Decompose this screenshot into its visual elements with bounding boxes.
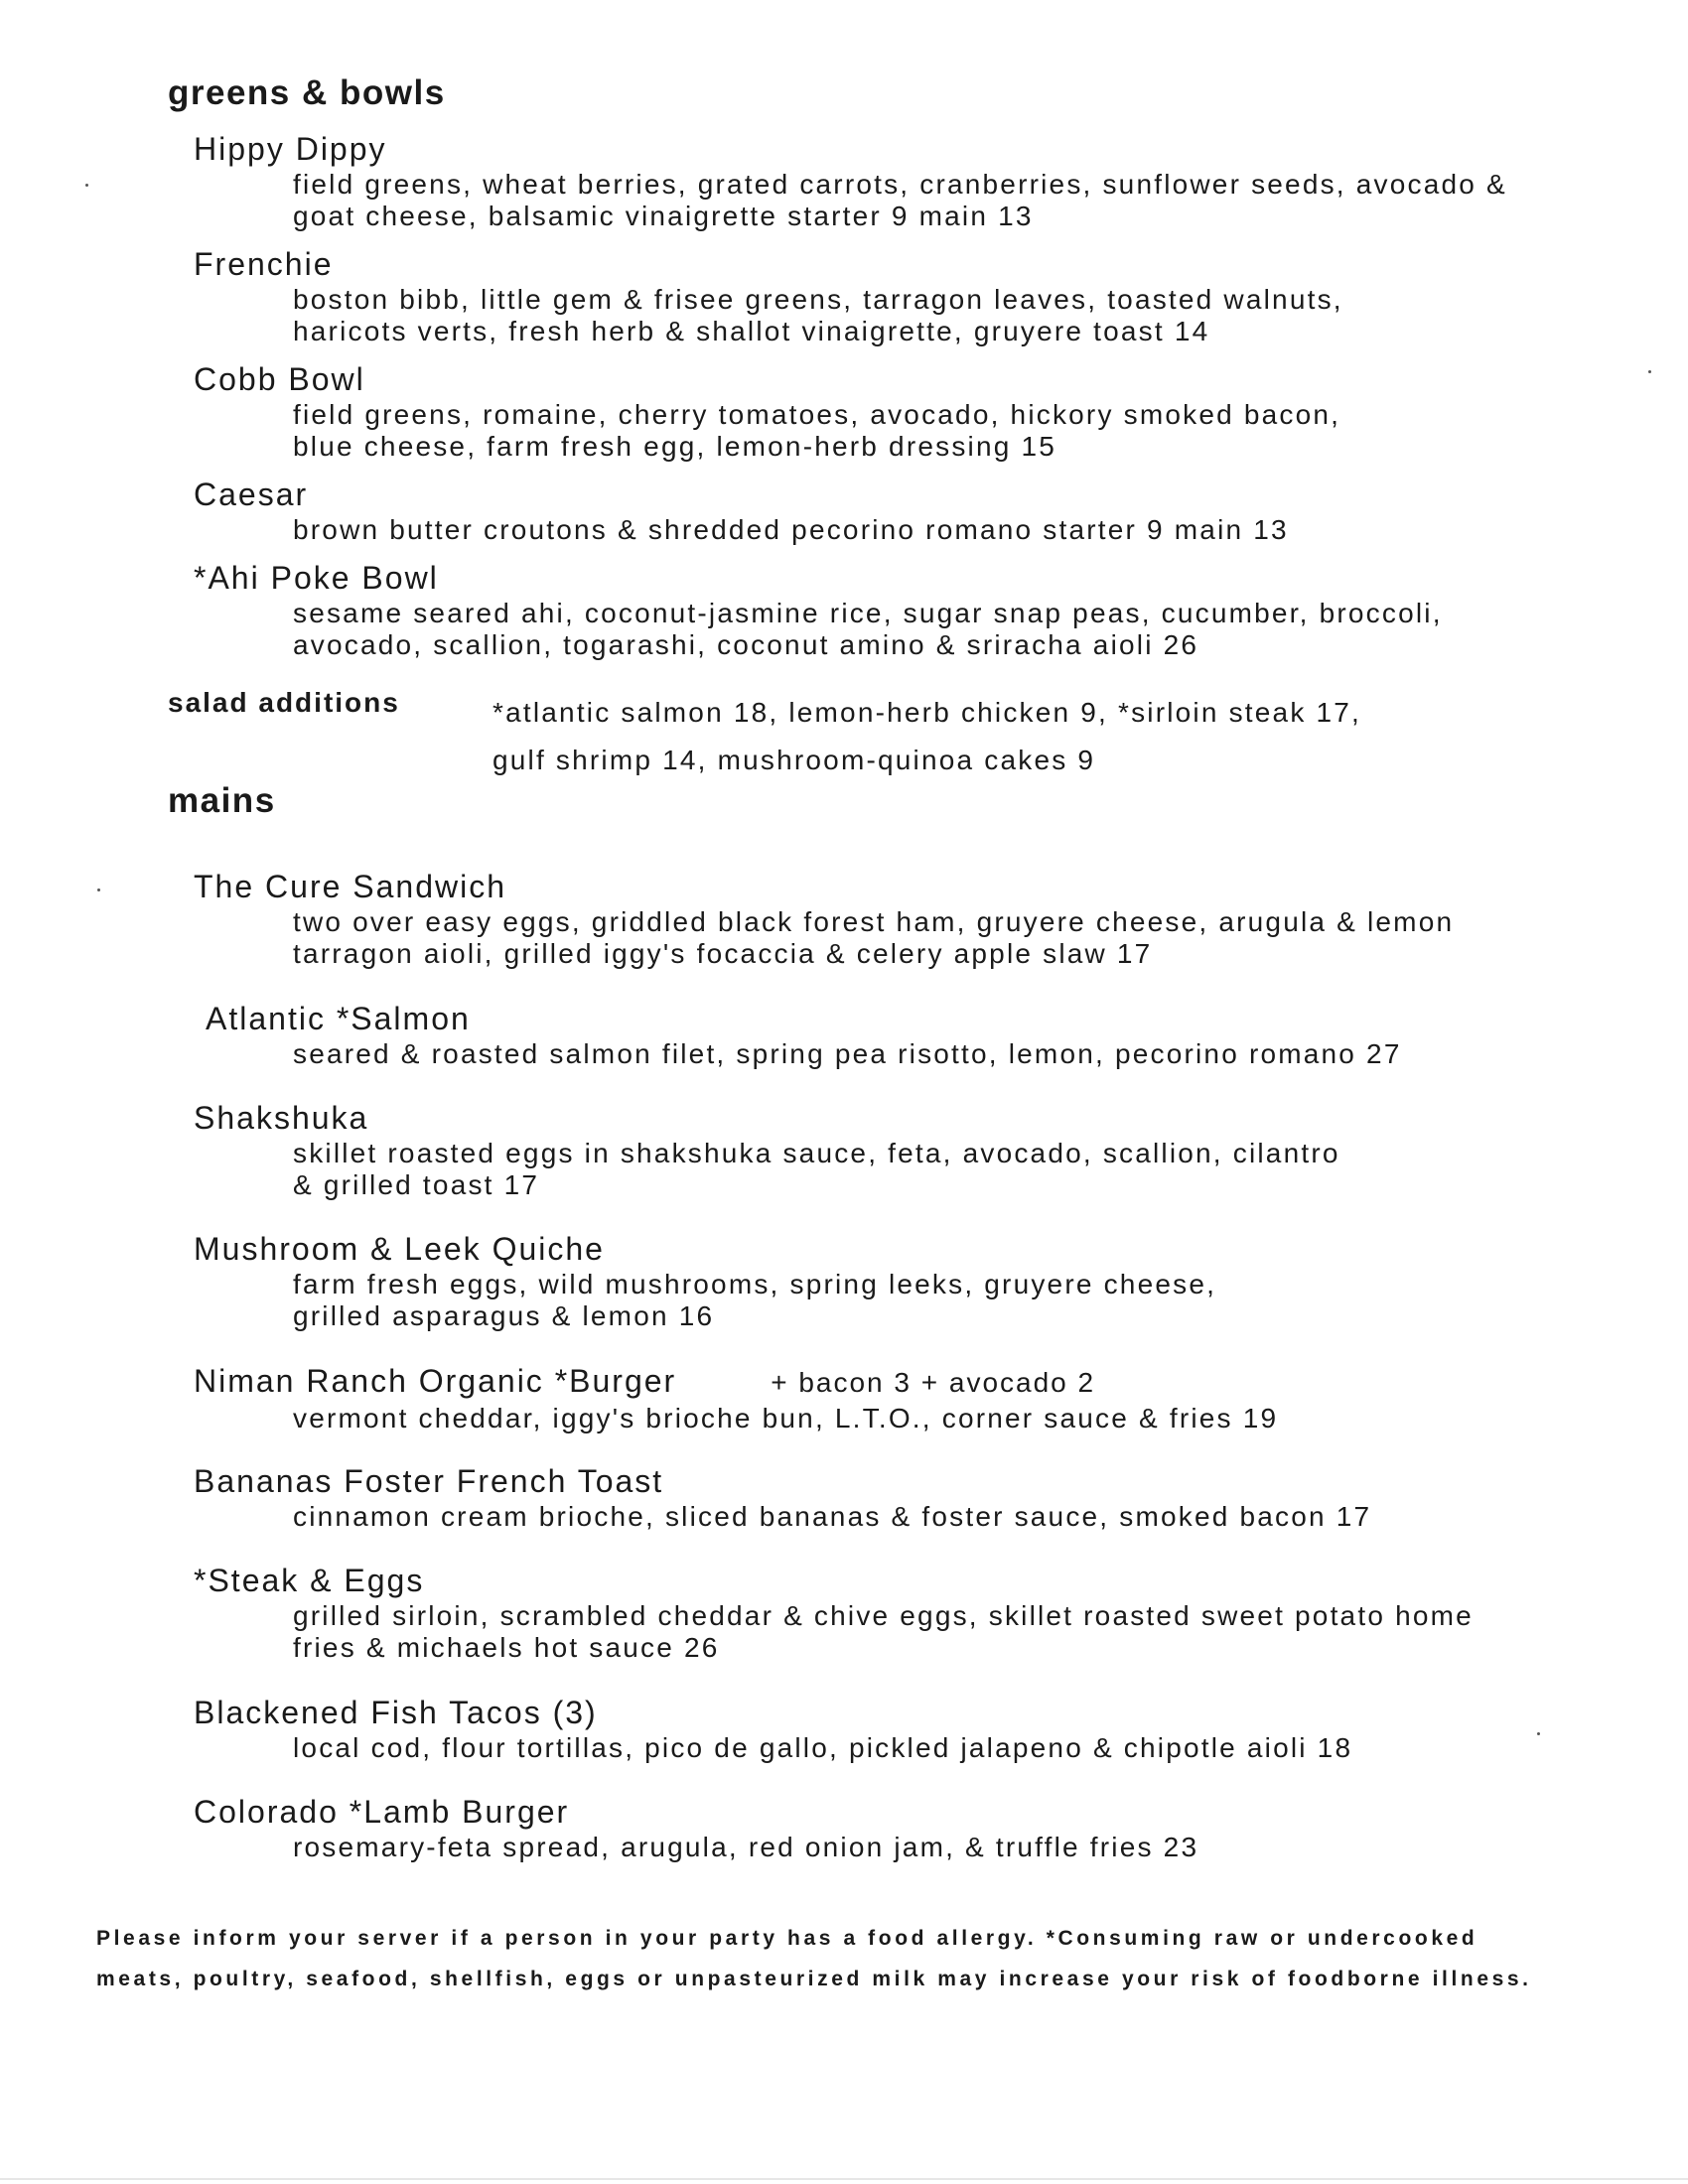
item-description: grilled sirloin, scrambled cheddar & chive eggs, skillet roasted sweet potato home fries & michaels hot sauce 26 (293, 1600, 1474, 1663)
item-name: Atlantic *Salmon (206, 1001, 471, 1036)
item-description: skillet roasted eggs in shakshuka sauce, feta, avocado, scallion, cilantro & grilled toast 17 (293, 1138, 1340, 1200)
item-name: The Cure Sandwich (194, 869, 507, 904)
scan-speck (85, 184, 88, 187)
item-name: Colorado *Lamb Burger (194, 1794, 570, 1830)
item-description: brown butter croutons & shredded pecorino romano starter 9 main 13 (293, 514, 1289, 545)
menu-item (194, 1361, 1623, 1434)
item-name: Shakshuka (194, 1100, 369, 1136)
section-title-greens-bowls: greens & bowls (168, 73, 446, 112)
item-description: field greens, romaine, cherry tomatoes, avocado, hickory smoked bacon, blue cheese, farm fresh egg, lemon-herb dressing 15 (293, 399, 1341, 462)
menu-item (194, 1792, 1623, 1863)
salad-additions-list: *atlantic salmon 18, lemon-herb chicken 9, *sirloin steak 17, gulf shrimp 14, mushroom-quinoa cakes 9 (492, 697, 1362, 775)
item-name: *Steak & Eggs (194, 1563, 425, 1598)
menu-item (194, 1229, 1623, 1332)
item-name: Mushroom & Leek Quiche (194, 1231, 605, 1267)
menu-item (194, 359, 1623, 463)
item-name-text: Niman Ranch Organic *Burger (194, 1363, 677, 1399)
item-name: Caesar (194, 477, 309, 512)
menu-item (194, 1461, 1623, 1533)
item-description: field greens, wheat berries, grated carrots, cranberries, sunflower seeds, avocado & goat cheese, balsamic vinaigrette starter 9 main 13 (293, 169, 1507, 231)
menu-item (194, 475, 1623, 546)
scan-speck (1648, 370, 1651, 373)
allergy-disclaimer: Please inform your server if a person in your party has a food allergy. *Consuming raw or undercooked meats, poultry, seafood, shellfish, eggs or unpasteurized milk may increase your risk of foodborne illness. (96, 1927, 1532, 1990)
menu-item (194, 867, 1623, 970)
item-description: local cod, flour tortillas, pico de gallo, pickled jalapeno & chipotle aioli 18 (293, 1732, 1353, 1763)
section-title-mains: mains (168, 781, 276, 820)
item-description: vermont cheddar, iggy's brioche bun, L.T.O., corner sauce & fries 19 (293, 1403, 1279, 1433)
item-name: Hippy Dippy (194, 131, 387, 167)
menu-item (194, 129, 1623, 232)
menu-item (194, 1561, 1623, 1664)
item-addons: + bacon 3 + avocado 2 (771, 1367, 1096, 1398)
item-description: cinnamon cream brioche, sliced bananas & foster sauce, smoked bacon 17 (293, 1501, 1372, 1532)
scan-edge (0, 2178, 1688, 2180)
item-description: two over easy eggs, griddled black forest ham, gruyere cheese, arugula & lemon tarragon aioli, grilled iggy's focaccia & celery apple slaw 17 (293, 906, 1455, 969)
item-name: Bananas Foster French Toast (194, 1463, 664, 1499)
item-description: boston bibb, little gem & frisee greens, tarragon leaves, toasted walnuts, haricots verts, fresh herb & shallot vinaigrette, gruyere toast 14 (293, 284, 1343, 346)
item-description: farm fresh eggs, wild mushrooms, spring leeks, gruyere cheese, grilled asparagus & lemon 16 (293, 1269, 1217, 1331)
item-name (194, 1361, 1623, 1403)
menu-item (194, 1693, 1623, 1764)
menu-item (194, 1098, 1623, 1201)
item-description: sesame seared ahi, coconut-jasmine rice, sugar snap peas, cucumber, broccoli, avocado, scallion, togarashi, coconut amino & sriracha aioli 26 (293, 598, 1443, 660)
item-description: seared & roasted salmon filet, spring pea risotto, lemon, pecorino romano 27 (293, 1038, 1402, 1069)
menu-item (194, 244, 1623, 347)
menu-item (194, 558, 1623, 661)
item-name: Frenchie (194, 246, 334, 282)
salad-additions-label: salad additions (168, 687, 400, 718)
menu-item (194, 999, 1623, 1070)
item-name: Cobb Bowl (194, 361, 365, 397)
item-description: rosemary-feta spread, arugula, red onion jam, & truffle fries 23 (293, 1832, 1199, 1862)
item-name: *Ahi Poke Bowl (194, 560, 439, 596)
scan-speck (1537, 1732, 1540, 1735)
scan-speck (97, 888, 100, 891)
item-name: Blackened Fish Tacos (3) (194, 1695, 598, 1730)
